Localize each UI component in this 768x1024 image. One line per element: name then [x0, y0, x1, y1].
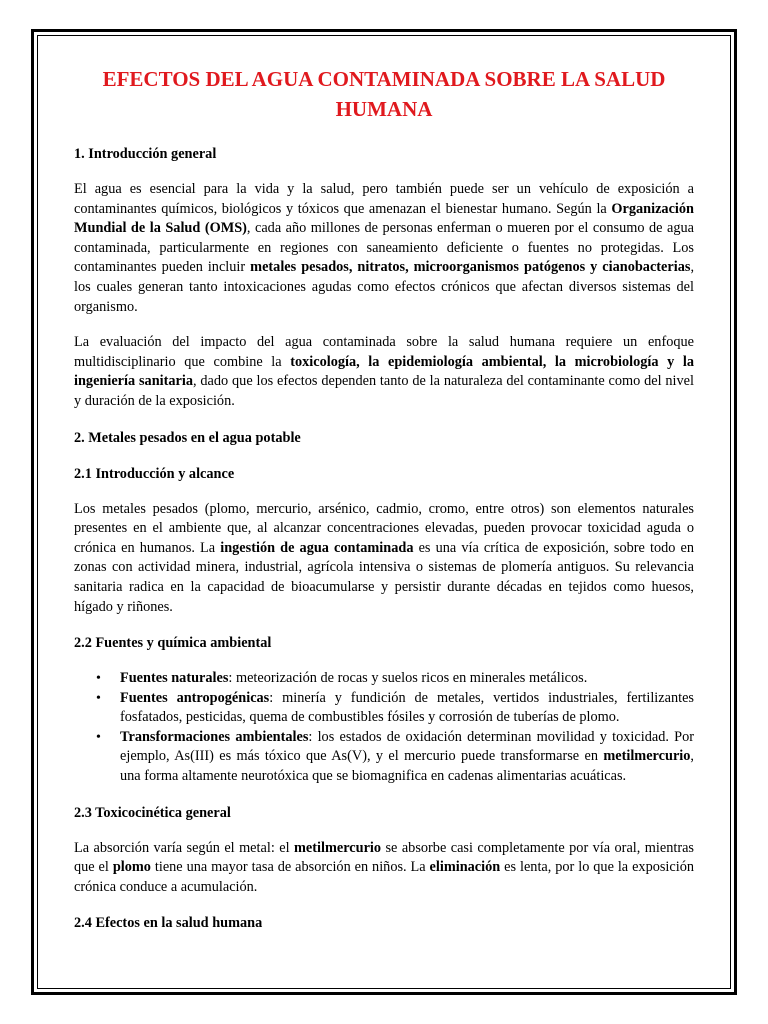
- bold-run: toxicología, la epidemiología ambiental, la microbiología y la ingeniería sanitaria: [74, 353, 694, 390]
- text-run: , cada año millones de personas enferman o mueren por el consumo de agua contaminada, particularmente en regiones con saneamiento deficiente o fuentes no protegidas. Los contaminantes pueden incluir: [74, 220, 694, 276]
- intro-paragraph-2: [74, 333, 694, 411]
- bold-run: Transformaciones ambientales: [120, 728, 309, 745]
- bold-run: metales pesados, nitratos, microorganismos patógenos y cianobacterias: [250, 259, 691, 276]
- text-run: : minería y fundición de metales, vertidos industriales, fertilizantes fosfatados, pesticidas, quema de combustibles fósiles y corrosión de tuberías de plomo.: [120, 689, 694, 726]
- text-run: es una vía crítica de exposición, sobre todo en zonas con actividad minera, industrial, agrícola intensiva o sistemas de plomería antiguos. Su relevancia sanitaria radica en la capacidad de bioacumularse y persistir durante décadas en tejidos como huesos, hígado y riñones.: [74, 539, 694, 615]
- bullet-icon: •: [96, 671, 101, 687]
- text-run: tiene una mayor tasa de absorción en niños. La: [150, 859, 430, 876]
- bold-run: metilmercurio: [293, 839, 382, 856]
- subsection-heading-2-4: 2.4 Efectos en la salud humana: [74, 915, 263, 932]
- document-body: [74, 64, 694, 949]
- bold-run: Organización Mundial de la Salud (OMS): [74, 200, 694, 237]
- intro-paragraph-1: [74, 180, 694, 317]
- list-item: [74, 728, 694, 787]
- text-run: La absorción varía según el metal: el: [74, 839, 294, 856]
- section-heading-2: 2. Metales pesados en el agua potable: [74, 429, 301, 446]
- subsection-heading-2-3: 2.3 Toxicocinética general: [74, 804, 231, 821]
- text-run: es lenta, por lo que la exposición crónica conduce a acumulación.: [74, 859, 695, 895]
- bold-run: Fuentes antropogénicas: [120, 689, 270, 706]
- subsection-heading-2-1: 2.1 Introducción y alcance: [74, 465, 235, 482]
- bold-run: plomo: [112, 859, 151, 876]
- subsection-heading-2-2: 2.2 Fuentes y química ambiental: [74, 635, 272, 652]
- sources-list: [74, 669, 694, 787]
- bold-run: eliminación: [429, 859, 501, 876]
- paragraph-2-3: [74, 839, 694, 898]
- section-heading-1: 1. Introducción general: [74, 146, 217, 162]
- text-run: , una forma altamente neurotóxica que se biomagnifica en cadenas alimentarias acuáticas.: [120, 748, 694, 785]
- text-run: El agua es esencial para la vida y la salud, pero también puede ser un vehículo de exposición a contaminantes químicos, biológicos y tóxicos que amenazan el bienestar humano. Según la: [74, 181, 694, 217]
- list-item: [74, 689, 694, 728]
- text-run: Los metales pesados (plomo, mercurio, arsénico, cadmio, cromo, entre otros) son elementos naturales presentes en el ambiente que, al alcanzar concentraciones elevadas, pueden provocar toxicidad aguda o crónica en humanos. La: [74, 500, 694, 556]
- bullet-icon: •: [96, 690, 101, 706]
- text-run: La evaluación del impacto del agua contaminada sobre la salud humana requiere un enfoque multidisciplinario que combine la: [74, 334, 694, 370]
- bold-run: ingestión de agua contaminada: [220, 539, 414, 556]
- bold-run: Fuentes naturales: [120, 670, 229, 687]
- text-run: se absorbe casi completamente por vía oral, mientras que el: [74, 839, 694, 876]
- paragraph-2-1: [74, 500, 694, 618]
- bold-run: metilmercurio: [603, 748, 691, 765]
- bullet-icon: •: [96, 729, 101, 745]
- list-item: [74, 669, 694, 689]
- text-run: : meteorización de rocas y suelos ricos en minerales metálicos.: [228, 670, 588, 687]
- text-run: , dado que los efectos dependen tanto de la naturaleza del contaminante como del nivel y duración de la exposición.: [74, 373, 694, 409]
- text-run: , los cuales generan tanto intoxicaciones agudas como efectos crónicos que afectan diversos sistemas del organismo.: [74, 259, 695, 315]
- text-run: : los estados de oxidación determinan movilidad y toxicidad. Por ejemplo, As(III) es más tóxico que As(V), y el mercurio puede transformarse en: [120, 728, 694, 765]
- document-title: EFECTOS DEL AGUA CONTAMINADA SOBRE LA SALUD HUMANA: [102, 67, 666, 121]
